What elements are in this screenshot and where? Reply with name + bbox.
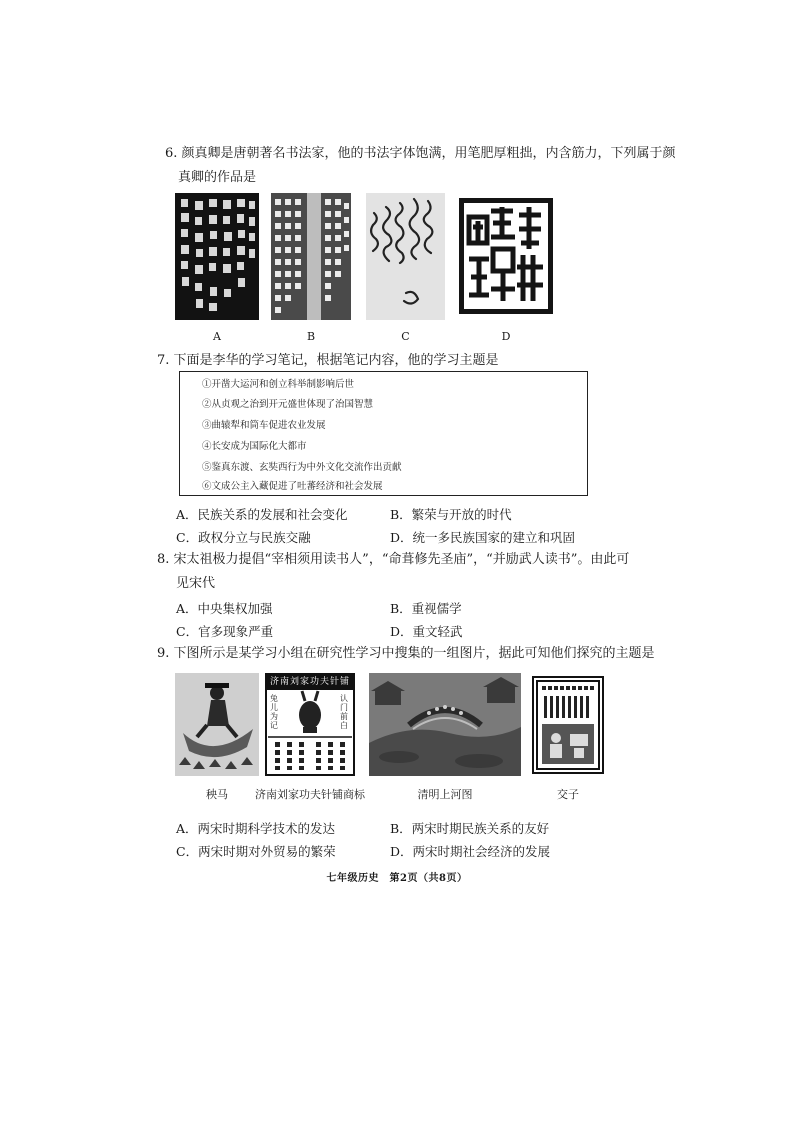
calligraphy-rubbing-a: [175, 193, 259, 320]
q6-image-b: [271, 193, 351, 320]
q8-option-d[interactable]: D．重文轻武: [390, 624, 463, 639]
q7-option-b[interactable]: B．繁荣与开放的时代: [390, 507, 512, 522]
q8-stem-line2: 见宋代: [176, 576, 216, 591]
trademark-left-tag: 兔儿为记: [270, 694, 278, 730]
q9-caption-yangma: 秧马: [206, 788, 228, 801]
calligraphy-rubbing-b: [271, 193, 351, 320]
q9-caption-needle-shop-trademark: 济南刘家功夫针铺商标: [255, 788, 365, 801]
note-item: ⑥文成公主入藏促进了吐蕃经济和社会发展: [202, 481, 383, 492]
calligraphy-cursive-c: [366, 193, 445, 320]
jiaozi-banknote-illustration: [534, 678, 602, 772]
seal-stamp-d: [457, 193, 555, 320]
q6-stem-line2: 真卿的作品是: [178, 170, 257, 185]
q6-image-c: [366, 193, 445, 320]
note-item: ①开凿大运河和创立科举制影响后世: [202, 379, 355, 390]
q9-option-a[interactable]: A．两宋时期科学技术的发达: [176, 821, 336, 836]
q6-label-b: B: [306, 330, 316, 343]
q6-label-d: D: [501, 330, 511, 343]
q8-stem-line1: 8. 宋太祖极力提倡“宰相须用读书人”，“命葺修先圣庙”，“并励武人读书”。由此可: [157, 552, 630, 567]
q6-stem-line1: 6. 颜真卿是唐朝著名书法家，他的书法字体饱满，用笔肥厚粗拙，内含筋力，下列属于颜: [165, 146, 676, 161]
q9-image-qingming-painting: [369, 673, 521, 776]
yangma-illustration: [175, 673, 259, 776]
study-notes-box: [179, 371, 588, 496]
q6-label-a: A: [213, 330, 221, 343]
q8-option-a[interactable]: A．中央集权加强: [176, 601, 273, 616]
rabbit-emblem-icon: [267, 675, 353, 774]
q8-option-b[interactable]: B．重视儒学: [390, 601, 462, 616]
note-item: ④长安成为国际化大都市: [202, 441, 307, 452]
trademark-right-tag: 认门前白: [340, 694, 348, 730]
q7-option-a[interactable]: A．民族关系的发展和社会变化: [176, 507, 348, 522]
q9-option-b[interactable]: B．两宋时期民族关系的友好: [390, 821, 550, 836]
q7-option-d[interactable]: D．统一多民族国家的建立和巩固: [390, 530, 576, 545]
q7-option-c[interactable]: C．政权分立与民族交融: [176, 530, 311, 545]
q9-caption-jiaozi: 交子: [557, 788, 579, 801]
q7-stem: 7. 下面是李华的学习笔记，根据笔记内容，他的学习主题是: [157, 353, 499, 368]
q9-caption-qingming-painting: 清明上河图: [417, 788, 473, 801]
q6-image-d: [457, 193, 555, 320]
qingming-scroll-illustration: [369, 673, 521, 776]
q6-label-c: C: [401, 330, 410, 343]
note-item: ③曲辕犁和筒车促进农业发展: [202, 420, 326, 431]
q6-image-a: [175, 193, 259, 320]
q9-option-c[interactable]: C．两宋时期对外贸易的繁荣: [176, 844, 336, 859]
q9-image-yangma: [175, 673, 259, 776]
q9-image-jiaozi: [532, 676, 604, 774]
trademark-header: 济南刘家功夫针铺: [267, 675, 353, 690]
q8-option-c[interactable]: C．官多现象严重: [176, 624, 274, 639]
note-item: ⑤鉴真东渡、玄奘西行为中外文化交流作出贡献: [202, 462, 402, 473]
page-footer: 七年级历史 第2页（共8页）: [326, 873, 468, 884]
q9-option-d[interactable]: D．两宋时期社会经济的发展: [390, 844, 551, 859]
note-item: ②从贞观之治到开元盛世体现了治国智慧: [202, 399, 374, 410]
q9-image-needle-shop-trademark: [265, 673, 355, 776]
q9-stem: 9. 下图所示是某学习小组在研究性学习中搜集的一组图片，据此可知他们探究的主题是: [157, 646, 655, 661]
